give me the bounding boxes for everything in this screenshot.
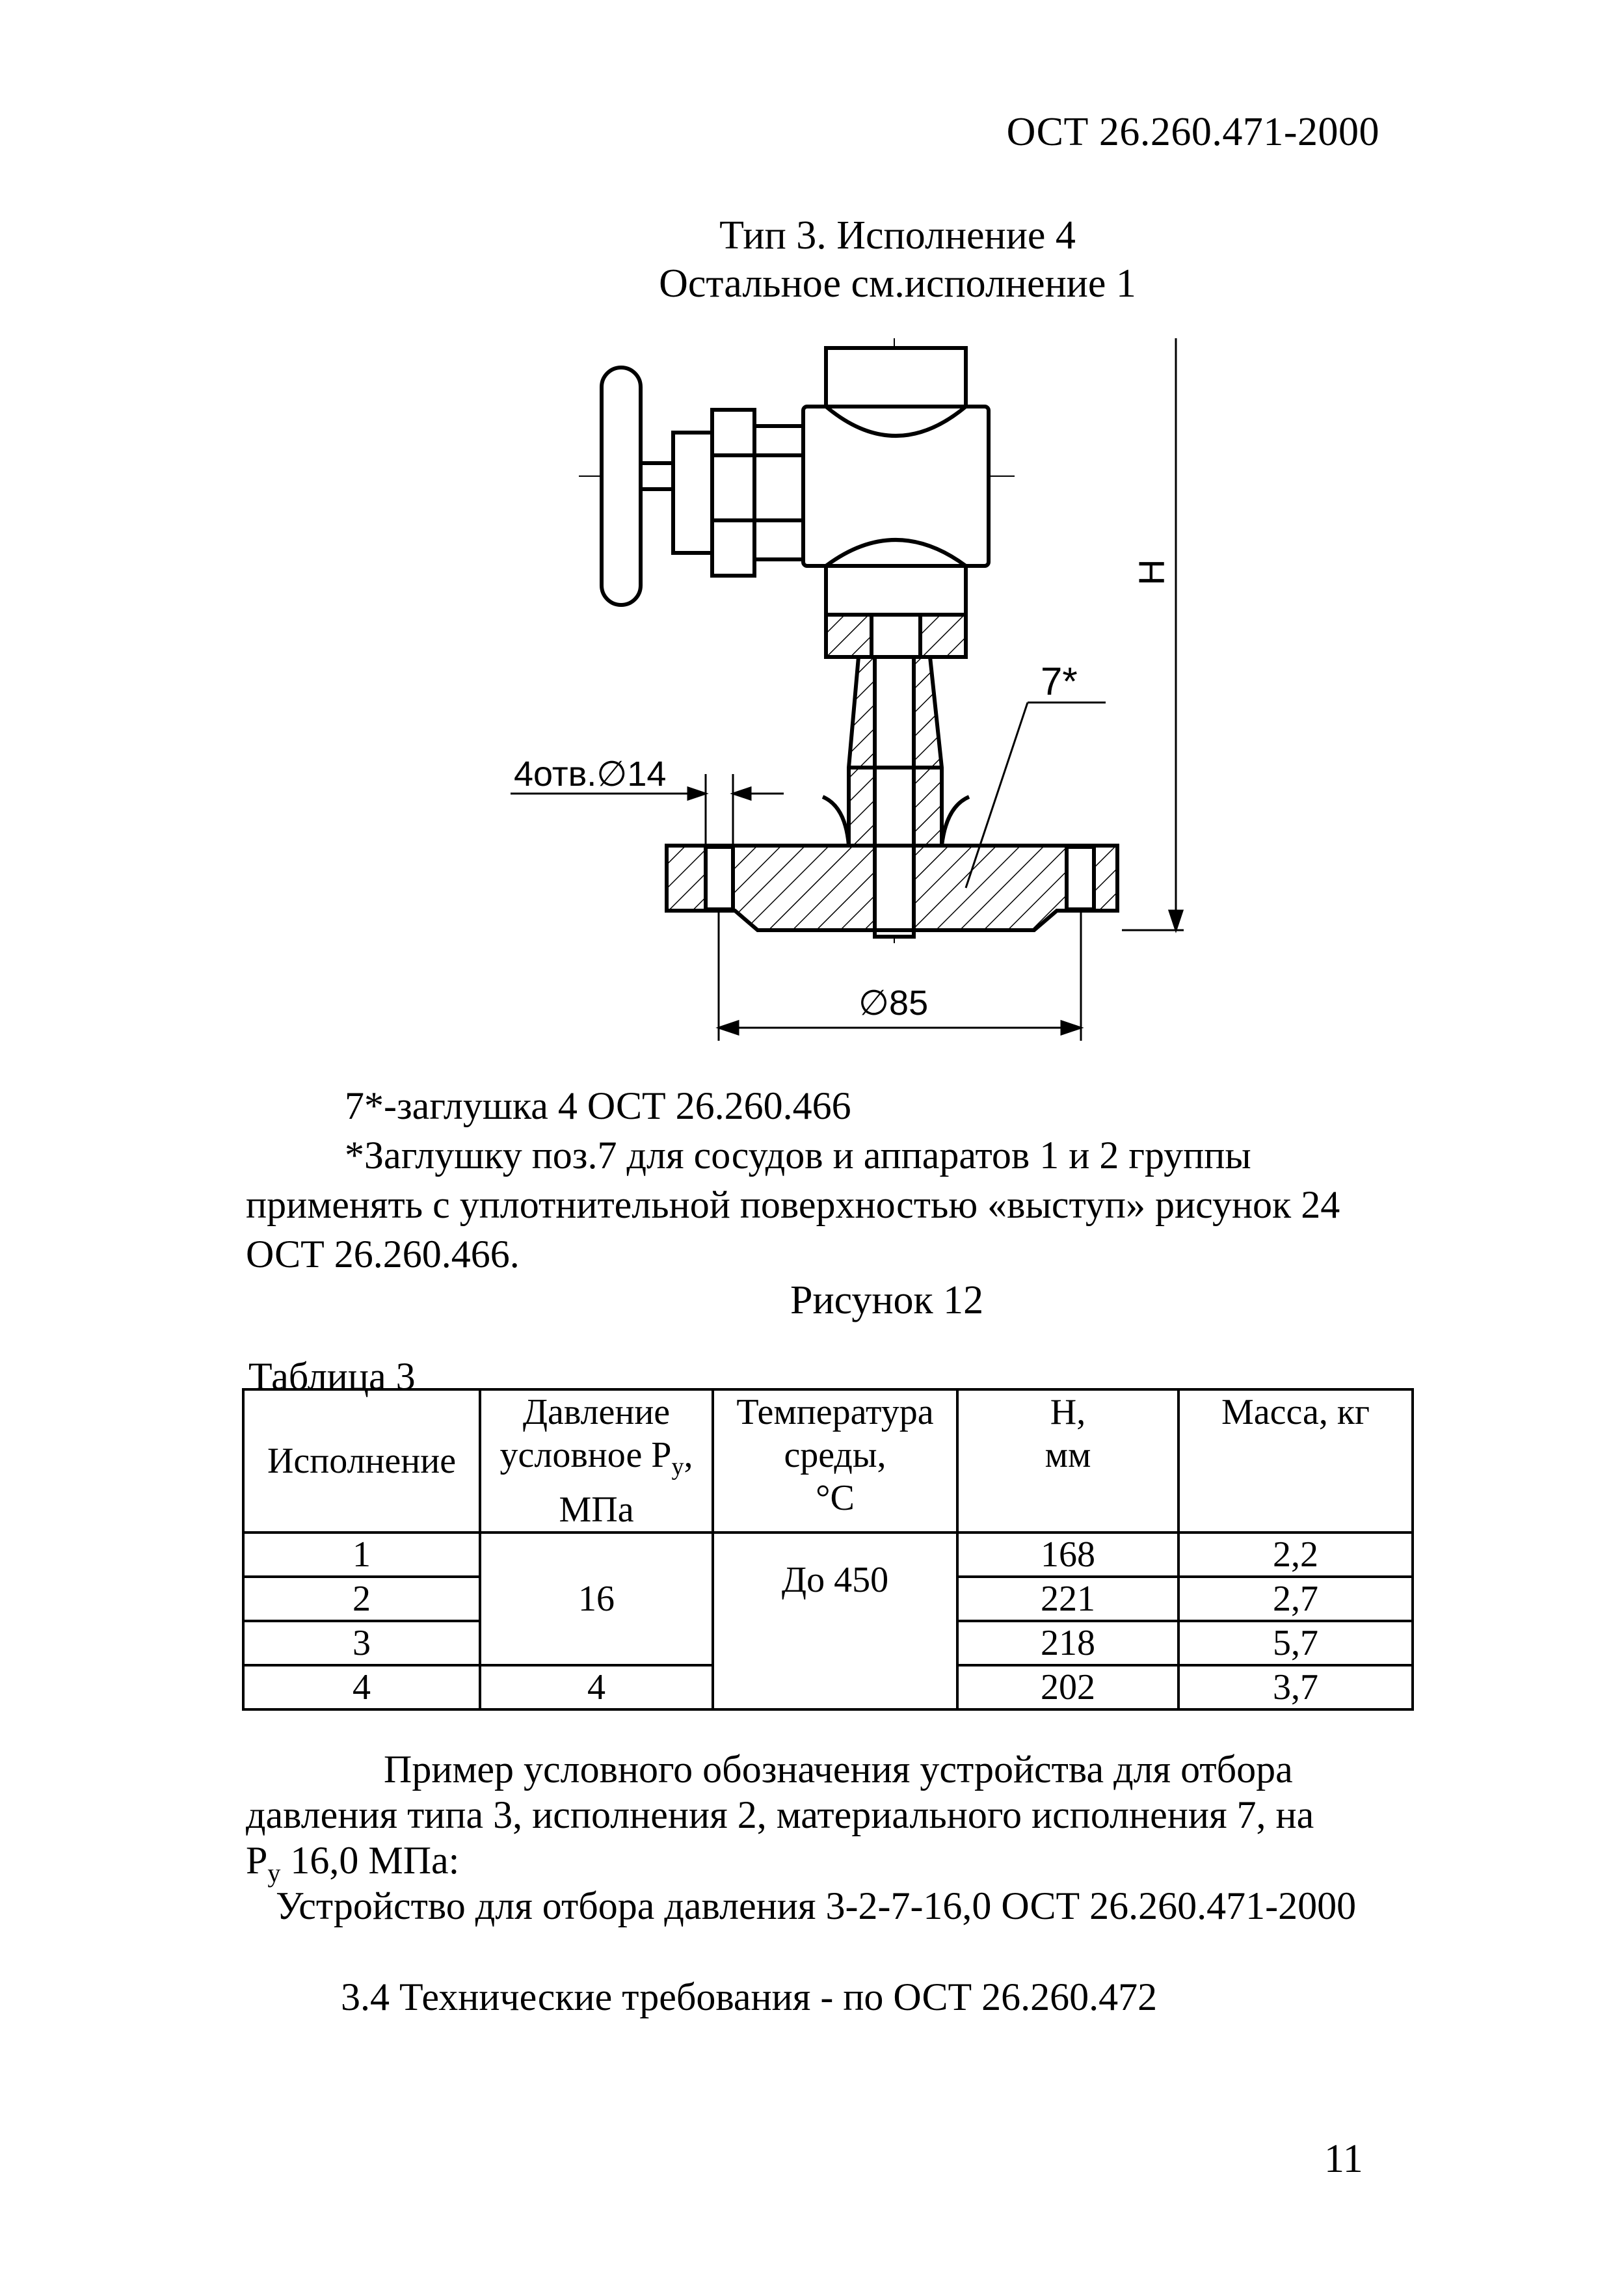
cell-mass: 2,7 [1178,1577,1413,1621]
header-temperature-line2: среды, [784,1435,886,1475]
header-temperature-line3: °C [816,1478,855,1518]
position-label: 7* [1041,660,1078,703]
figure-note-3: применять с уплотнительной поверхностью «выступ» рисунок 24 [246,1183,1340,1226]
table-header-row [243,1389,1413,1533]
figure-subtitle: Остальное см.исполнение 1 [659,261,1136,306]
header-height-line2: мм [1045,1435,1091,1475]
cell-variant: 4 [243,1665,480,1709]
figure-note-1: 7*-заглушка 4 ОСТ 26.260.466 [345,1084,851,1127]
header-pressure-line2 [486,1434,706,1488]
header-pressure [480,1389,713,1533]
handwheel [602,368,673,605]
cell-height: 218 [957,1621,1178,1665]
valve-body [803,348,989,615]
cell-height: 202 [957,1665,1178,1709]
document-code: ОСТ 26.260.471-2000 [1006,110,1379,154]
diameter-label: ∅85 [859,984,929,1023]
header-temperature [713,1389,957,1533]
technical-drawing [0,0,1624,1080]
example-line-4: Устройство для отбора давления 3-2-7-16,0 ОСТ 26.260.471-2000 [276,1884,1357,1927]
header-pressure-line3: МПа [559,1490,634,1531]
example-line-3 [246,1838,459,1888]
spec-table [242,1388,1414,1711]
figure-title: Тип 3. Исполнение 4 [719,213,1076,258]
example-line-1: Пример условного обозначения устройства для отбора [384,1748,1293,1791]
header-mass: Масса, кг [1178,1389,1413,1533]
example-line-2: давления типа 3, исполнения 2, материального исполнения 7, на [246,1793,1314,1836]
cell-variant: 1 [243,1533,480,1577]
table-label: Таблица 3 [248,1355,416,1398]
example-line-3-prefix: P [246,1839,268,1882]
cell-pressure: 16 [480,1533,713,1665]
header-pressure-suffix: , [684,1435,693,1475]
cell-pressure: 4 [480,1665,713,1709]
figure-caption: Рисунок 12 [790,1278,984,1322]
cell-mass: 3,7 [1178,1665,1413,1709]
cell-variant: 3 [243,1621,480,1665]
cell-mass: 5,7 [1178,1621,1413,1665]
cell-mass: 2,2 [1178,1533,1413,1577]
figure-note-4: ОСТ 26.260.466. [246,1233,520,1276]
dimension-h [1122,338,1184,930]
header-height [957,1389,1178,1533]
collar [826,615,966,657]
example-line-3-sub: у [267,1858,281,1888]
header-pressure-sub: у [671,1453,684,1481]
holes-label: 4отв.∅14 [514,755,667,794]
example-line-3-rest: 16,0 МПа: [280,1839,460,1882]
header-pressure-text: условное P [499,1435,672,1475]
table-row [243,1533,1413,1577]
cell-height: 168 [957,1533,1178,1577]
valve-stem [673,410,803,576]
header-height-line1: H, [1050,1392,1086,1432]
cell-height: 221 [957,1577,1178,1621]
figure-note-2: *Заглушку поз.7 для сосудов и аппаратов 1 и 2 группы [345,1134,1251,1177]
cell-variant: 2 [243,1577,480,1621]
cell-temperature: До 450 [713,1533,957,1709]
header-temperature-line1: Температура [736,1392,934,1432]
page-number: 11 [1324,2137,1363,2181]
requirements-line: 3.4 Технические требования - по ОСТ 26.260.472 [341,1975,1158,2018]
header-pressure-line1: Давление [522,1392,671,1432]
height-label: H [1131,559,1172,585]
header-variant: Исполнение [243,1389,480,1533]
